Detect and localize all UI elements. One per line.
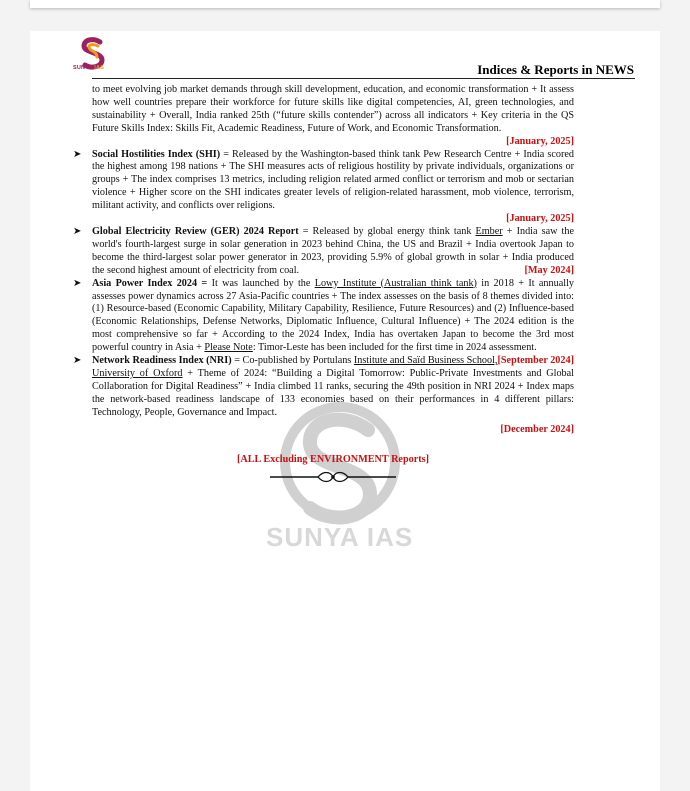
item-text: + Theme of 2024: “Building a Digital Tomorrow: Public-Private Investments and Global Collaboration for Digital Readiness” + India climbed 11 ranks, securing the 49th position in NRI 2024 + Index maps the network-based readiness landscape of 133 economies based on their performances in 4 different pillars: Technology, People, Governance and Impact. — [92, 367, 575, 418]
item-text: = Released by global energy think tank — [298, 225, 476, 237]
arrow-bullet-icon: ➤ — [73, 355, 82, 367]
item-link-text: Lowy Institute (Australian think tank) — [314, 277, 477, 289]
list-item-nri — [73, 355, 575, 436]
item-title: Asia Power Index 2024 = — [92, 277, 208, 289]
item-date: [January, 2025] — [506, 213, 574, 225]
page-header-title: Indices & Reports in NEWS — [477, 62, 634, 77]
watermark-text: SUNYA IAS — [266, 522, 414, 552]
item-title: Network Readiness Index (NRI) — [92, 355, 232, 367]
arrow-bullet-icon: ➤ — [73, 148, 82, 160]
intro-paragraph: to meet evolving job market demands through skill development, education, and economic transformation + It assess how well countries prepare their workforce for future skills like digital competencies, AI, green technologies, and sustainability + Overall, India ranked 25th (“future skills contender”) across all indicators + Key criteria in the QS Future Skills Index: Skills Fit, Academic Readiness, Future of Work, and Economic Transformation. — [92, 84, 574, 134]
header-divider — [92, 78, 635, 79]
item-text: + India saw the world's fourth-largest surge in solar generation in 2023 behind China, the US and Brazil + India overtook Japan to become the third-largest solar power generator in 2023, providing 5.9% of global growth in solar + India produced the second highest amount of electricity from coal. — [92, 225, 574, 276]
ornament-divider-icon — [268, 469, 398, 485]
item-link-text: Ember — [475, 225, 503, 237]
item-date: [May 2024] — [524, 264, 574, 276]
list-item-shi — [73, 148, 574, 226]
item-title: Global Electricity Review (GER) 2024 Report — [92, 225, 299, 237]
item-date: [September 2024] — [497, 355, 574, 367]
arrow-bullet-icon: ➤ — [73, 225, 82, 237]
item-title: Social Hostilities Index (SHI) — [92, 148, 221, 160]
logo-text: SUNYA IAS — [73, 65, 105, 71]
item-text: : Timor-Leste has been included for the first time in 2024 assessment. — [252, 342, 537, 354]
item-link-text: Institute and Saïd Business School, University of Oxford — [92, 355, 498, 379]
intro-date: [January, 2025] — [506, 135, 574, 147]
item-text: in 2018 + It annually assesses power dynamics across 27 Asia-Pacific countries + The index assesses on the basis of 8 themes divided into: (1) Resource-based (Economic Capability, Military Capability, Resilience, Future Resources) and (2) Influence-based (Economic Relationships, Defense Networks, Diplomatic Influence, Cultural Influence) + The 2024 edition is the most comprehensive so far + According to the 2024 Index, India has overtaken Japan to become the 3rd most powerful country in Asia + — [92, 277, 574, 354]
list-item-ger — [73, 225, 574, 278]
footer-note: [ALL Excluding ENVIRONMENT Reports] — [237, 454, 429, 466]
item-date: [December 2024] — [500, 423, 574, 435]
arrow-bullet-icon: ➤ — [73, 277, 82, 289]
previous-page-edge — [30, 0, 660, 8]
document-body — [73, 84, 575, 485]
item-text: = Co-published by Portulans — [231, 355, 354, 367]
item-text: It was launched by the — [207, 277, 315, 289]
item-link-text: Please Note — [204, 342, 253, 354]
item-text: = Released by the Washington-based think tank Pew Research Centre + India scored the highest among 198 nations + The SHI measures acts of religious hostility by private individuals, organizations or groups + The index comprises 13 metrics, including religion related armed conflict or terrorism and mob or sectarian violence + Higher score on the SHI indicates greater levels of religion-related harassment, mob violence, terrorism, militant activity, and conflicts over religions. — [92, 148, 574, 212]
